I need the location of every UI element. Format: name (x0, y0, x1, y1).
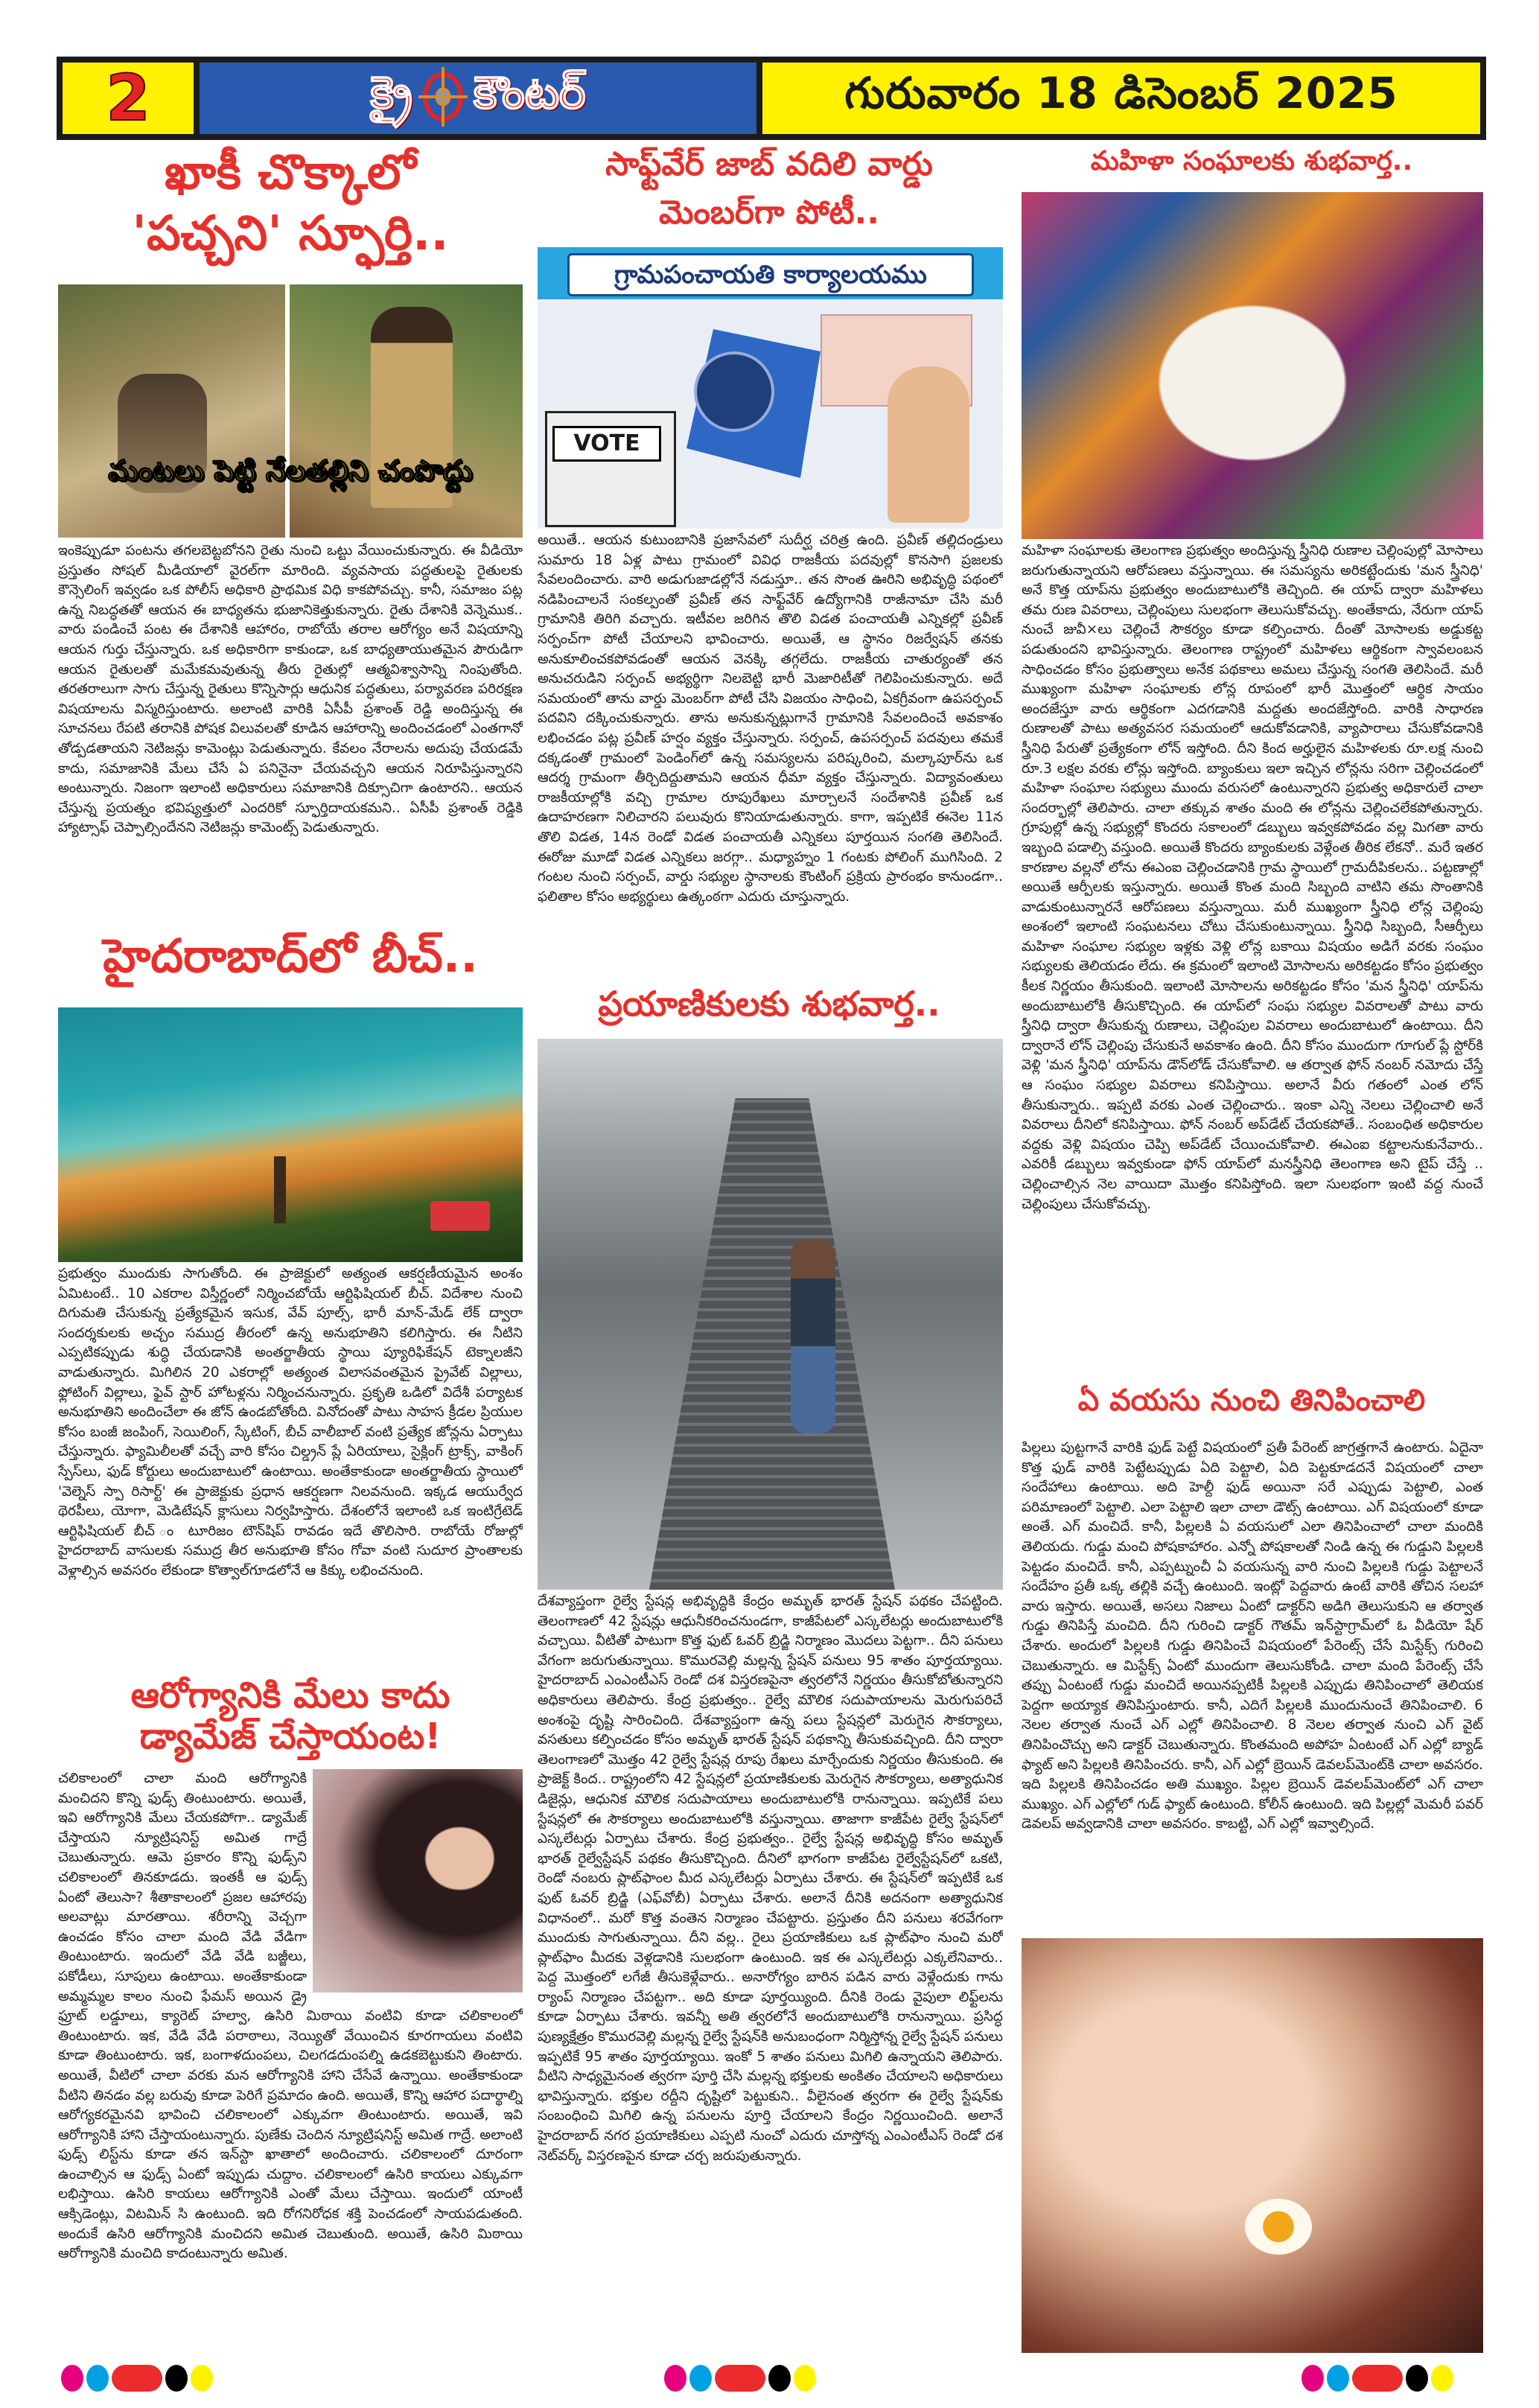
khaki-photo-caption: మంటలు పెట్టి నేలతల్లిని చంపొద్దు (108, 454, 473, 487)
health-article (58, 1769, 523, 2357)
health-headline-line-2: డ్యామేజ్ చేస్తాయంట! (139, 1716, 442, 1758)
khaki-photo (58, 284, 523, 538)
khaki-headline-line-2: 'పచ్చని' స్ఫూర్తి.. (132, 206, 449, 261)
beach-headline: హైదరాబాద్‌లో బీచ్.. (103, 929, 478, 983)
health-body: చలికాలంలో చాలా మంది ఆరోగ్యానికి మంచిదని కొన్ని ఫుడ్స్ తింటుంటారు. అయితే, ఇవి ఆరోగ్యానికి మేలు చేయకపోగా.. డ్యామేజ్ చేస్తాయని న్యూట్రిషనిస్ట్ అమిత గాద్రే చెబుతున్నారు. ఆమె ప్రకారం కొన్ని ఫుడ్స్‌ని చలికాలంలో తినకూడదు. ఇంతకీ ఆ ఫుడ్స్ ఏంటో తెలుసా? శీతాకాలంలో ప్రజల ఆహారపు అలవాట్లు మారతాయి. శరీరాన్ని వెచ్చగా ఉంచడం కోసం చాలా మంది వేడి వేడిగా తింటుంటారు. ఇందులో వేడి వేడి బజ్జీలు, పకోడీలు, సూపులు ఉంటాయి. అంతేకాకుండా అమ్మమ్మల కాలం నుంచి ఫేమస్ అయిన డ్రై ఫ్రూట్ లడ్డూలు, క్యారెట్ హల్వా, ఉసిరి మిఠాయి వంటివి కూడా చలికాలంలో తింటుంటారు. ఇక, వేడి వేడి పరాఠాలు, నెయ్యితో వేయించిన కూరగాయలు వంటివి కూడా తింటుంటారు. ఇక, బంగాళదుంపలు, చిలగడదుంపల్ని ఉడకబెట్టుకుని తింటారు. అయితే, వీటిలో చాలా వరకు మన ఆరోగ్యానికి హాని చేసేవే ఉన్నాయి. అంతేకాకుండా వీటిని తినడం వల్ల బరువు కూడా పెరిగే ప్రమాదం ఉంది. అయితే, కొన్ని ఆహార పదార్థాల్ని ఆరోగ్యకరమైనవి భావించి చలికాలంలో ఎక్కువగా తింటుంటారు. అయితే, ఇవి ఆరోగ్యానికి హాని చేస్తాయంటున్నారు. పుణేకు చెందిన న్యూట్రిషనిస్ట్ అమిత గాద్రే. అలాంటి ఫుడ్స్ లిస్ట్‌ను కూడా తన ఇన్‌స్టా ఖాతాలో అందించారు. చలికాలంలో దూరంగా ఉంచాల్సిన ఆ ఫుడ్స్ ఏంటో ఇప్పుడు చుద్దాం. చలికాలంలో ఉసిరి కాయలు ఎక్కువగా లభిస్తాయి. ఉసిరి కాయలు ఆరోగ్యానికి ఎంతో మేలు చేస్తాయి. ఇందులో యాంటీ ఆక్సిడెంట్లు, విటమిన్ సి ఉంటుంది. ఇది రోగనిరోధక శక్తి పెంచడంలో సాయపడుతంది. అందుకే ఉసిరి ఆరోగ్యానికి మంచిదని అమిత చెబుతుంది. అయితే, ఉసిరి మిఠాయి ఆరోగ్యానికి మంచిది కాదంటున్నారు అమిత. (58, 1771, 523, 2262)
logo-text-right: కౌంటర్ (473, 67, 586, 119)
software-headline (535, 146, 1004, 232)
woman-eating-photo (313, 1769, 523, 1993)
election-illustration (538, 247, 1003, 529)
newspaper-logo (200, 63, 756, 134)
software-body: అయితే.. ఆయన కుటుంబానికి ప్రజాసేవలో సుదీర్ఘ చరిత్ర ఉంది. ప్రవీణ్ తల్లిదండ్రులు సుమారు 18 ఏళ్ల పాటు గ్రామంలో వివిధ రాజకీయ పదవుల్లో కొనసాగి ప్రజలకు సేవలందించారు. వారి అడుగుజాడల్లోనే నడుస్తూ.. తన సొంత ఊరిని అభివృద్ధి పథంలో నడిపించాలనే సంకల్పంతో ప్రవీణ్ తన సాఫ్ట్‌వేర్ ఉద్యోగానికి రాజీనామా చేసి మరీ గ్రామానికి తిరిగి వచ్చారు. ఇటీవల జరిగిన తొలి విడత పంచాయతీ ఎన్నికల్లో ప్రవీణ్ సర్పంచ్‌గా పోటీ చేయాలని భావించారు. అయితే, ఆ స్థానం రిజర్వేషన్ తనకు అనుకూలించకపోవడంతో ఆయన వెనక్కి తగ్గలేదు. రాజకీయ చాతుర్యంతో తన అనుచరుడిని సర్పంచ్ అభ్యర్థిగా నిలబెట్టి భారీ మెజారిటీతో గెలిపించుకున్నారు. అదే సమయంలో తాను వార్డు మెంబర్‌గా పోటీ చేసి విజయం సాధించి, ఏకగ్రీవంగా ఉపసర్పంచ్ పదవిని దక్కించుకున్నారు. తాను అనుకున్నట్లుగానే గ్రామానికి సేవలందించే అవకాశం లభించడం పట్ల ప్రవీణ్ హర్షం వ్యక్తం చేస్తున్నారు. సర్పంచ్, ఉపసర్పంచ్ పదవులు తమకే దక్కడంతో గ్రామంలో పెండింగ్‌లో ఉన్న సమస్యలను పరిష్కరించి, మల్కాపూర్‌ను ఒక ఆదర్శ గ్రామంగా తీర్చిదిద్దుతామని ఆయన ధీమా వ్యక్తం చేస్తున్నారు. విద్యావంతులు రాజకీయాల్లోకి వచ్చి గ్రామాల రూపురేఖలు మార్చాలనే సందేశానికి ప్రవీణ్ ఒక ఉదాహరణగా నిలిచారని పలువురు కొనియాడుతున్నారు. కాగా, ఇప్పటికే ఈనెల 11న తొలి విడత, 14న రెండో విడత పంచాయతీ ఎన్నికలు పూర్తయిన సంగతి తెలిసిందే. ఈరోజు మూడో విడత ఎన్నికలు జరగ్గా.. మధ్యాహ్నం 1 గంటకు పోలింగ్ ముగిసింది. 2 గంటల నుంచి సర్పంచ్, వార్డు సభ్యుల స్థానాలకు కౌంటింగ్ ప్రక్రియ ప్రారంభం కానుండగా.. ఫలితాల కోసం అభ్యర్థులు ఉత్కంఠగా ఎదురు చూస్తున్నారు. (538, 532, 1003, 905)
logo-text-left: క్రై (370, 67, 412, 119)
beach-body: ప్రభుత్వం ముందుకు సాగుతోంది. ఈ ప్రాజెక్టులో అత్యంత ఆకర్షణీయమైన అంశం ఏమిటంటే.. 10 ఎకరాల విస్తీర్ణంలో నిర్మించబోయే ఆర్టిఫిషియల్ బీచ్. విదేశాల నుంచి దిగుమతి చేసుకున్న ప్రత్యేకమైన ఇసుక, వేవ్ పూల్స్, భారీ మాన్-మేడ్ లేక్ ద్వారా సందర్శకులకు అచ్చం సముద్ర తీరంలో ఉన్న అనుభూతిని కలిగిస్తారు. ఈ నీటిని ఎప్పటికప్పుడు శుద్ధి చేయడానికి అంతర్జాతీయ స్థాయి ప్యూరిఫికేషన్ టెక్నాలజీని వాడుతున్నారు. మిగిలిన 20 ఎకరాల్లో అత్యంత విలాసవంతమైన ప్రైవేట్ విల్లాలు, ఫ్లోటింగ్ విల్లాలు, ఫైవ్ స్టార్ హోటళ్లను నిర్మించనున్నారు. ప్రకృతి ఒడిలో విదేశీ పర్యాటక అనుభూతిని అందించేలా ఈ జోన్ ఉండబోతోంది. వినోదంతో పాటు సాహస క్రీడల ప్రియుల కోసం బంజీ జంపింగ్, సెయిలింగ్, స్కేటింగ్, బీచ్ వాలీబాల్ వంటి ప్రత్యేక జోన్లను ఏర్పాటు చేస్తున్నారు. ఫ్యామిలీలతో వచ్చే వారి కోసం చిల్డ్రన్ ప్లే ఏరియాలు, సైక్లింగ్ ట్రాక్స్, వాకింగ్ స్పేస్‌లు, ఫుడ్ కోర్టులు అందుబాటులో ఉంటాయి. అంతేకాకుండా అంతర్జాతీయ స్థాయిలో 'వెల్నెస్ స్పా రిసార్ట్' ఈ ప్రాజెక్టుకు ప్రధాన ఆకర్షణగా నిలవనుంది. ఇక్కడ ఆయుర్వేద థెరపీలు, యోగా, మెడిటేషన్ క్లాసులు నిర్వహిస్తారు. దేశంలోనే ఇలాంటి ఒక ఇంటిగ్రేటెడ్ ఆర్టిఫిషియల్ బీచ్ ం టూరిజం టౌన్‌షిప్ రావడం ఇదే తొలిసారి. రాబోయే రోజుల్లో హైదరాబాద్ వాసులకు సముద్ర తీర అనుభూతి కోసం గోవా వంటి సుదూర ప్రాంతాలకు వెళ్లాల్సిన అవసరం లేకుండా కొత్వాల్‌గూడలోనే ఆ కిక్కు లభించనుంది. (58, 1266, 523, 1579)
software-headline-line-1: సాఫ్ట్‌వేర్ జాబ్ వదిలి వార్డు (605, 145, 933, 183)
egg-headline: ఏ వయసు నుంచి తినిపించాలి (1077, 1383, 1426, 1418)
women-headline: మహిళా సంఘాలకు శుభవార్త.. (1090, 146, 1413, 176)
health-headline (58, 1675, 523, 1757)
beach-photo (58, 1007, 523, 1262)
escalator-photo (538, 1039, 1003, 1590)
khaki-headline-line-1: ఖాకీ చొక్కాలో (165, 145, 416, 200)
baby-egg-photo (1022, 1938, 1483, 2353)
railway-headline: ప్రయాణికులకు శుభవార్త.. (598, 984, 940, 1024)
crosshair-icon (417, 66, 469, 131)
issue-date: గురువారం 18 డిసెంబర్ 2025 (762, 63, 1480, 134)
railway-body: దేశవ్యాప్తంగా రైల్వే స్టేషన్ల అభివృద్ధికి కేంద్రం అమృత్ భారత్ స్టేషన్ పథకం చేపట్టింది. తెలంగాణలో 42 స్టేషన్లు ఆధునీకరించనుండగా, కాజీపేటలో ఎస్కలేటర్లు అందుబాటులోకి వచ్చాయి. వీటితో పాటుగా కొత్త ఫుట్ ఓవర్ బ్రిడ్జి నిర్మాణం మొదలు పెట్టగా.. దీని పనులు వేగంగా జరుగుతున్నాయి. కొమురవెల్లి మల్లన్న స్టేషన్ పనులు 95 శాతం పూర్తయ్యాయి. హైదరాబాద్ ఎంఎంటీఎస్ రెండో దశ విస్తరణపైనా త్వరలోనే నిర్ణయం తీసుకోబోతున్నారని అధికారులు తెలిపారు. కేంద్ర ప్రభుత్వం.. రైల్వే మౌలిక సదుపాయాలను మెరుగుపరిచే అంశంపై దృష్టి సారించింది. దేశవ్యాప్తంగా ఉన్న పలు స్టేషన్లలో మెరుగైన సౌకర్యాలు, వసతులు కల్పించడం కోసం అమృత్ భారత్ స్టేషన్ పథకాన్ని తీసుకువచ్చింది. దీని ద్వారా తెలంగాణలో మొత్తం 42 రైల్వే స్టేషన్ల రూపు రేఖలు మార్చేందుకు నిర్ణయం తీసుకుంది. ఈ ప్రాజెక్ట్ కింద.. రాష్ట్రంలోని 42 స్టేషన్లలో ప్రయాణికులకు మెరుగైన సౌకర్యాలు, అత్యాధునిక డిజైన్లు, ఆధునిక మౌలిక సదుపాయాలు అందుబాటులోకి రానున్నాయి. ఇప్పటికే పలు స్టేషన్లలో ఈ సౌకర్యాలు అందుబాటులోకి వస్తున్నాయి. తాజాగా కాజీపేట రైల్వే స్టేషన్‌లో ఎస్కలేటర్లు ఏర్పాటు చేశారు. కేంద్ర ప్రభుత్వం.. రైల్వే స్టేషన్ల అభివృద్ధి కోసం అమృత్ భారత్ రైల్వేస్టేషన్ పథకం తీసుకొచ్చింది. దీనిలో భాగంగా కాజీపేట రైల్వేస్టేషన్‌లో ఒకటి, రెండో నంబరు ప్లాట్‌ఫాంల మీద ఎస్కలేటర్లు ఏర్పాటు చేశారు. ఈ స్టేషన్‌లో ఇప్పటికే ఒక ఫుట్ ఓవర్ బ్రిడ్జి (ఎఫ్‌వోబీ) ఏర్పాటు చేశారు. అలానే దీనికి అదనంగా అత్యాధునిక విధానంలో.. మరో కొత్త వంతెన నిర్మాణం చేపట్టారు. ప్రస్తుతం దీని పనులు శరవేగంగా ముందుకు సాగుతున్నాయి. దీని వల్ల.. రైలు ప్రయాణికులు ఒక ప్లాట్‌ఫాం నుంచి మరో ప్లాట్‌ఫాం మీదకు వెళ్లడానికి సులభంగా ఉంటుంది. ఇక ఈ ఎస్కలేటర్లు ఎక్కలేనివారు.. పెద్ద మొత్తంలో లగేజీ తీసుకెళ్లేవారు.. అనారోగ్యం బారిన పడిన వారు వెళ్లేందుకు గాను ర్యాంప్ నిర్మాణం చేపట్టగా.. అది కూడా పూర్తయ్యింది. దీనికి రెండు వైపులా లిఫ్ట్‌లను కూడా ఏర్పాటు చేశారు. ఇవన్నీ అతి త్వరలోనే అందుబాటులోకి రానున్నాయి. ప్రసిద్ధ పుణ్యక్షేత్రం కొమురవెల్లి మల్లన్న రైల్వే స్టేషన్‌కి అనుబంధంగా నిర్మిస్తోన్న రైల్వే స్టేషన్ పనులు ఇప్పటికే 95 శాతం పూర్తయ్యాయి. ఇంకో 5 శాతం పనులు మిగిలి ఉన్నాయని తెలిపారు. వీటిని సాధ్యమైనంత త్వరగా పూర్తి చేసి మల్లన్న భక్తులకు అంకితం చేయాలని అధికారులు భావిస్తున్నారు. భక్తుల రద్దీని దృష్టిలో పెట్టుకుని.. వీలైనంత త్వరగా ఈ రైల్వే స్టేషన్‌కు సంబంధించి మిగిలి ఉన్న పనులను పూర్తి చేయాలని కేంద్రం నిర్ణయించింది. అలానే హైదరాబాద్ నగర ప్రయాణికులు ఎప్పటి నుంచో ఎదురు చూస్తోన్న ఎంఎంటీఎస్ రెండో దశ నెట్‌వర్క్ విస్తరణపైన కూడా చర్చ జరుపుతున్నారు. (538, 1593, 1003, 2164)
health-headline-line-1: ఆరోగ్యానికి మేలు కాదు (130, 1675, 450, 1716)
women-body: మహిళా సంఘాలకు తెలంగాణ ప్రభుత్వం అందిస్తున్న స్త్రీనిధి రుణాల చెల్లింపుల్లో మోసాలు జరుగుతున్నాయని ఆరోపణలు వస్తున్నాయి. ఈ సమస్యను అరికట్టేందుకు 'మన స్త్రీనిధి' అనే కొత్త యాప్‌ను ప్రభుత్వం అందుబాటులోకి తెచ్చింది. ఈ యాప్ ద్వారా మహిళలు తమ రుణ వివరాలు, చెల్లింపులు సులభంగా తెలుసుకోవచ్చు. అంతేకాదు, నేరుగా యాప్ నుంచే జువీ×లు చెల్లించే సౌకర్యం కూడా కల్పించారు. దీంతో మోసాలకు అడ్డుకట్ట పడుతుందని భావిస్తున్నారు. తెలంగాణ రాష్ట్రంలో మహిళలు ఆర్థికంగా స్వావలంబన సాధించడం కోసం ప్రభుత్వాలు అనేక పథకాలు అమలు చేస్తున్న సంగతి తెలిసిందే. మరీ ముఖ్యంగా మహిళా సంఘాలకు లోన్ల రూపంలో భారీ మొత్తంలో ఆర్థిక సాయం అందజేస్తూ వారు ఆర్థికంగా ఎదగడానికి మద్దతు అందజేస్తోంది. వారికి సాధారణ రుణాలతో పాటు అత్యవసర సమయంలో ఆదుకోవడానికి, వ్యాపారాలు చేసుకోవడానికి స్త్రీనిధి పేరుతో ప్రత్యేకంగా లోన్ ఇస్తోంది. దీని కింద అర్హులైన మహిళలకు రూ.లక్ష నుంచి రూ.3 లక్షల వరకు లోన్లు ఇస్తోంది. బ్యాంకులు ఇలా ఇచ్చిన లోన్లను సరిగా చెల్లించడంలో మహిళా సంఘాల సభ్యులు ముందు వరుసలో ఉంటున్నారని ప్రభుత్వ అధికారులే చాలా సందర్భాల్లో తెలిపారు. చాలా తక్కువ శాతం మంది ఈ లోన్లను చెల్లించలేకపోతున్నారు. గ్రూపుల్లో ఉన్న సభ్యుల్లో కొందరు సకాలంలో డబ్బులు ఇవ్వకపోవడం వల్ల మిగతా వారు ఇబ్బంది పడాల్సి వస్తుంది. అయితే కొందరు బ్యాంకులకు వెళ్లేంత తీరిక లేకనో.. మరే ఇతర కారణాల వల్లనో లోను ఈఎంఐ చెల్లించడానికి గ్రామ స్థాయిలో గ్రామదీపికలను.. పట్టణాల్లో అయితే ఆర్పీలకు ఇస్తున్నారు. అయితే కొంత మంది సిబ్బంది వాటిని తమ సొంతానికి వాడుకుంటున్నారనే ఆరోపణలు వస్తున్నాయి. మరీ ముఖ్యంగా స్త్రీనిధి లోన్ల చెల్లింపు అంశంలో ఇలాంటి సంఘటనలు చోటు చేసుకుంటున్నాయి. స్త్రీనిధి సిబ్బంది, సీఆర్పీలు మహిళా సంఘాల సభ్యుల ఇళ్లకు వెళ్లి లోన్ల బకాయి విషయం అడిగే వరకు సంఘం సభ్యులకు తెలియడం లేదు. ఈ క్రమంలో ఇలాంటి మోసాలను అరికట్టడం కోసం ప్రభుత్వం కీలక నిర్ణయం తీసుకుంది. ఇలాంటి మోసాలను అరికట్టడం కోసం 'మన స్త్రీనిధి' యాప్‌ను అందుబాటులోకి తీసుకొచ్చింది. ఈ యాప్‌లో సంఘ సభ్యుల వివరాలతో పాటు వారు స్త్రీనిధి ద్వారా తీసుకున్న రుణాలు, చెల్లింపుల వివరాలు అందుబాటులో ఉంటాయి. దీని ద్వారానే లోన్ చెల్లింపు చేసుకునే అవకాశం ఉంది. దీని కోసం ముందుగా గూగుల్ ప్లే స్టోర్‌కి వెళ్లి 'మన స్త్రీనిధి' యాప్‌ను డౌన్‌లోడ్ చేసుకోవాలి. ఆ తర్వాత ఫోన్ నంబర్ నమోదు చేస్తే ఆ సంఘం సభ్యుల వివరాలు కనిపిస్తాయి. అలానే వీరు గతంలో ఎంత లోన్ తీసుకున్నారు.. ఇప్పటి వరకు ఎంత చెల్లించారు.. ఇంకా ఎన్ని నెలలు చెల్లించాలి అనే వివరాలు దీనిలో కనిపిస్తాయి. ఫోన్ నంబర్ అప్‌డేట్ చేయకపోతే.. సంబంధిత అధికారుల వద్దకు వెళ్లి విషయం చెప్పి అప్‌డేట్ చేయించుకోవాలి. ఈఎంఐ కట్టాలనుకునేవారు.. ఎవరికీ డబ్బులు ఇవ్వకుండా ఫోన్ యాప్‌లో మనస్త్రీనిధి తెలంగాణ అని టైప్ చేస్తే .. చెల్లించాల్సిన నెల వాయిదా మొత్తం కనిపిస్తోంది. ఇలా సులభంగా ఇంటి వద్ద నుంచే చెల్లింపులు చేసుకోవచ్చు. (1022, 543, 1483, 1212)
khaki-body: ఇంకెప్పుడూ పంటను తగలబెట్టబోనని రైతు నుంచి ఒట్టు వేయించుకున్నారు. ఈ వీడియో ప్రస్తుతం సోషల్ మీడియాలో వైరల్‌గా మారింది. వ్యవసాయ పద్ధతులపై రైతులకు కౌన్సెలింగ్ ఇవ్వడం ఒక పోలీస్ అధికారి ప్రాథమిక విధి కాకపోవచ్చు. కానీ, సమాజం పట్ల ఉన్న నిబద్ధతతో ఆయన ఈ బాధ్యతను భుజానికెత్తుకున్నారు. రైతు దేశానికి వెన్నెముక.. వారు పండించే పంట ఈ దేశానికి ఆహారం, రాబోయే తరాల ఆరోగ్యం అనే విషయాన్ని ఆయన గుర్తు చేస్తున్నారు. ఒక అధికారిగా కాకుండా, ఒక బాధ్యతాయుతమైన పౌరుడిగా ఆయన రైతులతో మమేకమవుతున్న తీరు రైతుల్లో ఆత్మవిశ్వాసాన్ని నింపుతోంది. తరతరాలుగా సాగు చేస్తున్న రైతులు కొన్నిసార్లు ఆధునిక పద్ధతులు, పర్యావరణ పరిరక్షణ విషయాలను విస్మరిస్తుంటారు. అలాంటి వారికి ఏసీపీ ప్రశాంత్ రెడ్డి అందిస్తున్న ఈ సూచనలు రేపటి తరానికి పోషక విలువలతో కూడిన ఆహారాన్ని అందించడంలో ఎంతగానో తోడ్పడతాయని నెటిజన్లు కామెంట్లు పెడుతున్నారు. కేవలం నేరాలను అదుపు చేయడమే కాదు, సమాజానికి మేలు చేసే ఏ పనినైనా చేయవచ్చని ఆయన నిరూపిస్తున్నారని అంటున్నారు. నిజంగా ఇలాంటి అధికారులు సమాజానికి దిక్సూచిగా ఉంటారని.. ఆయన చేస్తున్న ప్రయత్నం భవిష్యత్తులో ఎందరికో స్ఫూర్తిదాయకమని.. ఏసీపీ ప్రశాంత్ రెడ్డికి హ్యాట్సాఫ్ చెప్పాల్సిందేనని నెటిజన్లు కామెంట్స్ పెడుతున్నారు. (58, 543, 523, 836)
swastik-stamp-icon (694, 351, 774, 432)
khaki-headline (58, 146, 523, 261)
women-group-photo (1022, 192, 1483, 539)
ballot-box-label: VOTE (552, 426, 661, 462)
panchayat-sign: గ్రామపంచాయతి కార్యాలయము (567, 253, 974, 296)
page-number: 2 (63, 63, 194, 134)
registration-marks-center (664, 2365, 816, 2392)
software-headline-line-2: మెంబర్‌గా పోటీ.. (659, 193, 879, 232)
registration-marks-left (61, 2365, 213, 2392)
registration-marks-right (1301, 2365, 1453, 2392)
egg-body: పిల్లలు పుట్టగానే వారికి ఫుడ్ పెట్టే విషయంలో ప్రతీ పేరెంట్ జాగ్రత్తగానే ఉంటారు. ఏదైనా కొత్త ఫుడ్ వారికి పెట్టేటప్పుడు ఏది పెట్టాలి, ఏది పెట్టకూడదనే విషయంలో చాలా సందేహాలు ఉంటాయి. అది హెల్దీ ఫుడ్ అయినా సరే ఎప్పుడు పెట్టాలి, ఎంత పరిమాణంలో పెట్టాలి. ఎలా పెట్టాలి ఇలా చాలా డౌట్స్ ఉంటాయి. ఎగ్ విషయంలో కూడా అంతే. ఎగ్ మంచిదే. కానీ, పిల్లలకి ఏ వయసులో ఎలా తినిపించాలో చాలా మందికి తెలియదు. గుడ్డు మంచి పోషకాహారం. ఎన్నో పోషకాలతో నిండి ఉన్న ఈ గుడ్డుని పిల్లలకి పెట్టడం మంచిదే. కానీ, ఎప్పట్నుంచీ ఏ వయసున్న వారి నుంచి పిల్లలకి గుడ్డు పెట్టాలనే సందేహం ప్రతీ ఒక్క తల్లికి వచ్చే ఉంటుంది. ఇంట్లో పెద్దవారు ఉంటే వారికి తోచిన సలహా వారు ఇస్తారు. అయితే, అసలు నిజాలు ఏంటో డాక్టర్‌ని అడిగి తెలుసుకుని ఆ తర్వాత గుడ్డు తినిపిస్తే మంచిది. దీని గురించి డాక్టర్ గౌతమ్ ఇన్‌స్టాగ్రామ్‌లో ఓ వీడియో షేర్ చేశారు. అందులో పిల్లలకి గుడ్డు తినిపించే విషయంలో పేరెంట్స్ చేసే మిస్టేక్స్ గురించి చెబుతున్నారు. ఆ మిస్టేక్స్ ఏంటో ముందుగా తెలుసుకోండి. చాలా మంది పేరెంట్స్ చేసే తప్పు ఏంటంటే గుడ్డు మంచిదే అయినప్పటికీ పిల్లలకి ఎప్పుడు తినిపించాలో తెలియక పెద్దగా అయ్యాక తినిపిస్తుంటారు. కానీ, ఎదిగే పిల్లలకి ముందునుంచే తినిపించాలి. 6 నెలల తర్వాత నుంచే ఎగ్ ఎల్లో తినిపించాలి. 8 నెలల తర్వాత నుంచి ఎగ్ వైట్ తినిపించొచ్చు అని డాక్టర్ చెబుతున్నారు. కొంతమంది అపోహ ఏంటంటే ఎగ్ ఎల్లో బ్యాడ్ ఫ్యాట్ అని పిల్లలకి తినిపించరు. కానీ, ఎగ్ ఎల్లో బ్రెయిన్ డెవలప్‌మెంట్‌కి చాలా అవసరం. ఇది పిల్లలకి తినిపించడం అతి ముఖ్యం. పిల్లల బ్రెయిన్ డెవలప్‌మెంట్‌లో ఎగ్ చాలా ముఖ్యం. ఎగ్ ఎల్లోలో గుడ్ ఫ్యాట్ ఉంటుంది. కోలీన్ ఉంటుంది. ఇది పిల్లల్లో మెమరీ పవర్ డెవలప్ అవ్వడానికి చాలా అవసరం. కాబట్టి, ఎగ్ ఎల్లో ఇవ్వాల్సిందే. (1022, 1440, 1483, 1832)
